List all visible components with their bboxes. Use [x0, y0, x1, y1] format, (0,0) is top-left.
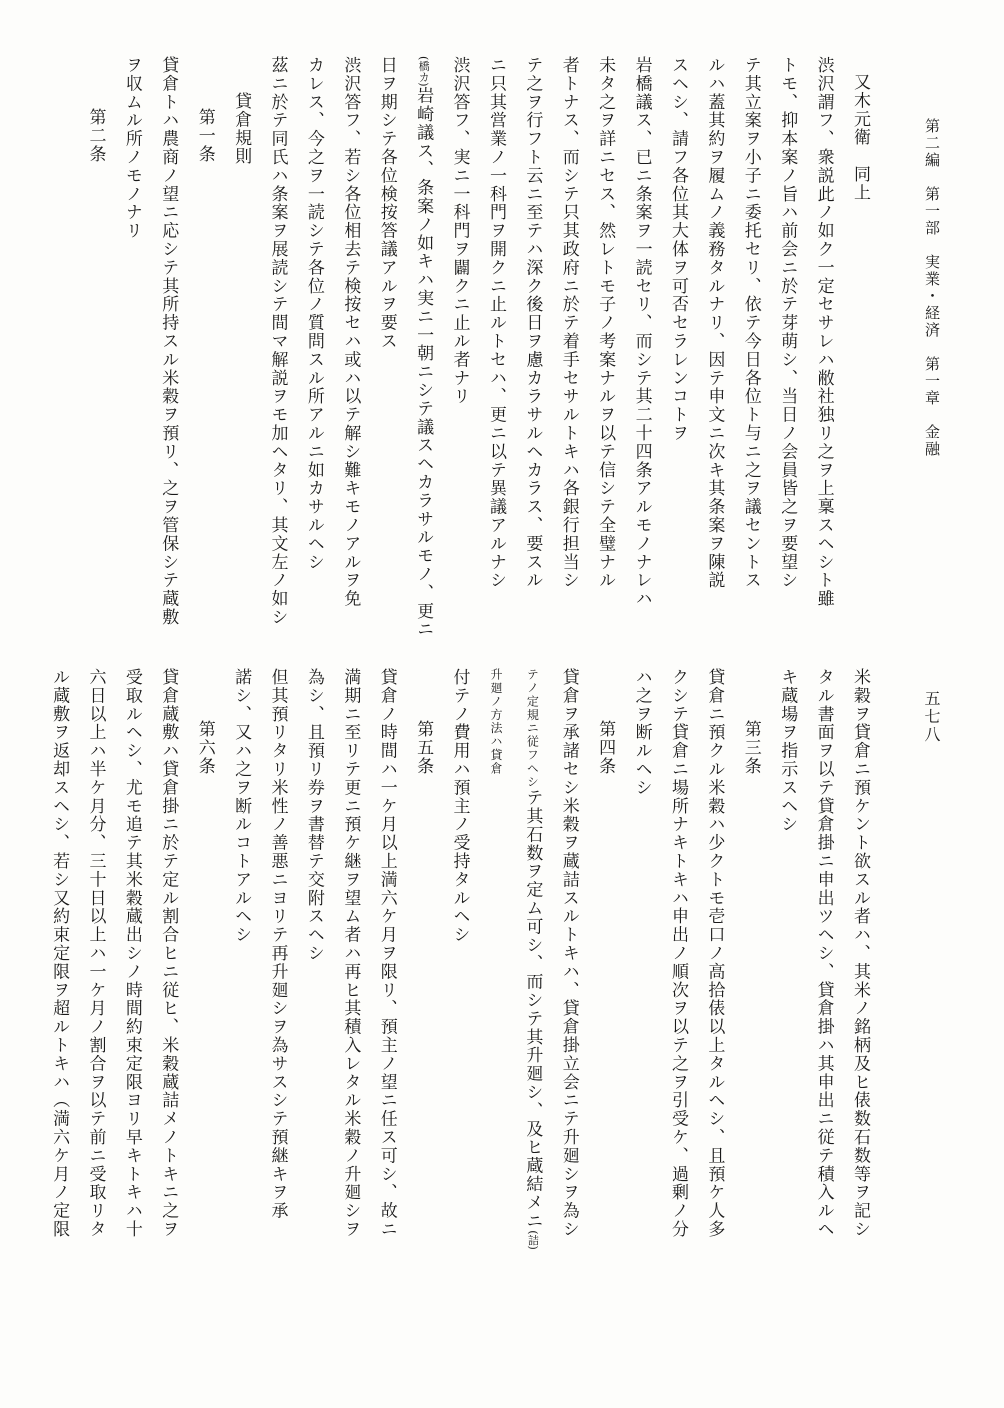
article-heading: 第五条: [413, 720, 434, 776]
text-line-with-note: [405, 56, 441, 646]
editorial-note: (詰): [526, 1230, 540, 1250]
text-line: ハ之ヲ断ルヘシ: [631, 668, 652, 797]
small-insert: 升廻ノ方法ハ貸倉: [488, 668, 503, 776]
text-line: 渋沢謂フ、衆説此ノ如ク一定セサレハ敝社独リ之ヲ上稟スヘシト雖: [813, 56, 834, 608]
article-heading: 第四条: [595, 720, 616, 776]
text-line: 貸倉ノ時間ハ一ケ月以上満六ケ月ヲ限リ、預主ノ望ニ任ス可シ、故ニ: [376, 668, 397, 1239]
text-line: トモ、抑本案ノ旨ハ前会ニ於テ芽萌シ、当日ノ会員皆之ヲ要望シ: [777, 56, 798, 590]
text-line: 六日以上ハ半ケ月分、三十日以上ハ一ケ月ノ割合ヲ以テ前ニ受取リタ: [85, 668, 106, 1239]
text-line: 付テノ費用ハ預主ノ受持タルヘシ: [449, 668, 470, 944]
text-line: 未タ之ヲ詳ニセス、然レトモ子ノ考案ナルヲ以テ信シテ全璧ナル: [595, 56, 616, 590]
small-insert: テノ定規ニ従フヘシ: [525, 668, 540, 789]
text-line: 茲ニ於テ同氏ハ条案ヲ展読シテ間マ解説ヲモ加ヘタリ、其文左ノ如シ: [267, 56, 288, 627]
text-line: テ之ヲ行フト云ニ至テハ深ク後日ヲ慮カラサルヘカラス、要スル: [522, 56, 543, 590]
text-line: 貸倉トハ農商ノ望ニ応シテ其所持スル米穀ヲ預リ、之ヲ管保シテ蔵敷: [158, 56, 179, 627]
text-line: 貸倉ニ預クル米穀ハ少クトモ壱口ノ高拾俵以上タルヘシ、且預ケ人多: [704, 668, 725, 1239]
text-line: ルハ蓋其約ヲ履ムノ義務タルナリ、因テ申文ニ次キ其条案ヲ陳説: [704, 56, 725, 590]
text-line: 諾シ、又ハ之ヲ断ルコトアルヘシ: [231, 668, 252, 944]
upper-text-block: [70, 56, 878, 646]
text-line: 貸倉ヲ承諸セシ米穀ヲ蔵詰スルトキハ、貸倉掛立会ニテ升廻シヲ為シ: [558, 668, 579, 1239]
text-line: 又木元衛 同上: [850, 73, 870, 202]
text-line: テ其立案ヲ小子ニ委托セリ、依テ今日各位ト与ニ之ヲ議セントス: [740, 56, 761, 590]
text-line: 者トナス、而シテ只其政府ニ於テ着手セサルトキハ各銀行担当シ: [558, 56, 579, 590]
text-line: キ蔵場ヲ指示スヘシ: [777, 668, 798, 834]
text-line: 岩橋議ス、已ニ条案ヲ一読セリ、而シテ其二十四条アルモノナレハ: [631, 56, 652, 608]
text-line: 渋沢答フ、若シ各位相去テ検按セハ或ハ以テ解シ難キモノアルヲ免: [340, 56, 361, 608]
text-line: 満期ニ至リテ更ニ預ケ継ヲ望ム者ハ再ヒ其積入レタル米穀ノ升廻シヲ: [340, 668, 361, 1239]
article-heading: 第一条: [194, 108, 215, 164]
text-line: 受取ルヘシ、尤モ追テ其米穀蔵出シノ時間約束定限ヨリ早キトキハ十: [121, 668, 142, 1239]
text-line: クシテ貸倉ニ場所ナキトキハ申出ノ順次ヲ以テ之ヲ引受ケ、過剰ノ分: [667, 668, 688, 1239]
text-line-with-insert: [514, 668, 550, 1358]
text-line: スヘシ、請フ各位其大体ヲ可否セラレンコトヲ: [667, 56, 688, 443]
lower-text-block: [49, 668, 878, 1358]
running-header: 第二編 第一部 実業・経済 第一章 金融: [923, 118, 941, 458]
text-line: ヲ収ムル所ノモノナリ: [121, 56, 142, 240]
page-number: 五七八: [922, 690, 941, 744]
text-line: 日ヲ期シテ各位検按答議アルヲ要ス: [376, 56, 397, 351]
text-line: テ其石数ヲ定ム可シ、而シテ其升廻シ、及ヒ蔵結メニ: [522, 788, 543, 1231]
text-line: ル蔵敷ヲ返却スヘシ、若シ又約束定限ヲ超ルトキハ（満六ケ月ノ定限: [49, 668, 70, 1239]
article-heading: 第六条: [194, 720, 215, 776]
text-line: 但其預リタリ米性ノ善悪ニヨリテ再升廻シヲ為サスシテ預継キヲ承: [267, 668, 288, 1220]
text-line: 岩崎議ス、条案ノ如キハ実ニ一朝ニシテ議スヘカラサルモノ、更ニ: [413, 86, 434, 639]
text-line: タル書面ヲ以テ貸倉掛ニ申出ツヘシ、貸倉掛ハ其申出ニ従テ積入ルヘ: [813, 668, 834, 1239]
editorial-note: (橋カ): [417, 56, 431, 87]
text-line: 為シ、且預リ券ヲ書替テ交附スヘシ: [303, 668, 324, 963]
text-line: 貸倉蔵敷ハ貸倉掛ニ於テ定ル割合ヒニ従ヒ、米穀蔵詰メノトキニ之ヲ: [158, 668, 179, 1239]
section-title: 貸倉規則: [231, 92, 252, 166]
article-heading: 第二条: [85, 108, 106, 164]
text-line: ニ只其営業ノ一科門ヲ開クニ止ルトセハ、更ニ以テ異議アルナシ: [485, 56, 506, 590]
text-line: 渋沢答フ、実ニ一科門ヲ闢クニ止ル者ナリ: [449, 56, 470, 406]
text-line: 米穀ヲ貸倉ニ預ケント欲スル者ハ、其米ノ銘柄及ヒ俵数石数等ヲ記シ: [850, 668, 870, 1239]
text-line: カレス、今之ヲ一読シテ各位ノ質問スル所アルニ如カサルヘシ: [303, 56, 324, 572]
article-heading: 第三条: [740, 720, 761, 776]
